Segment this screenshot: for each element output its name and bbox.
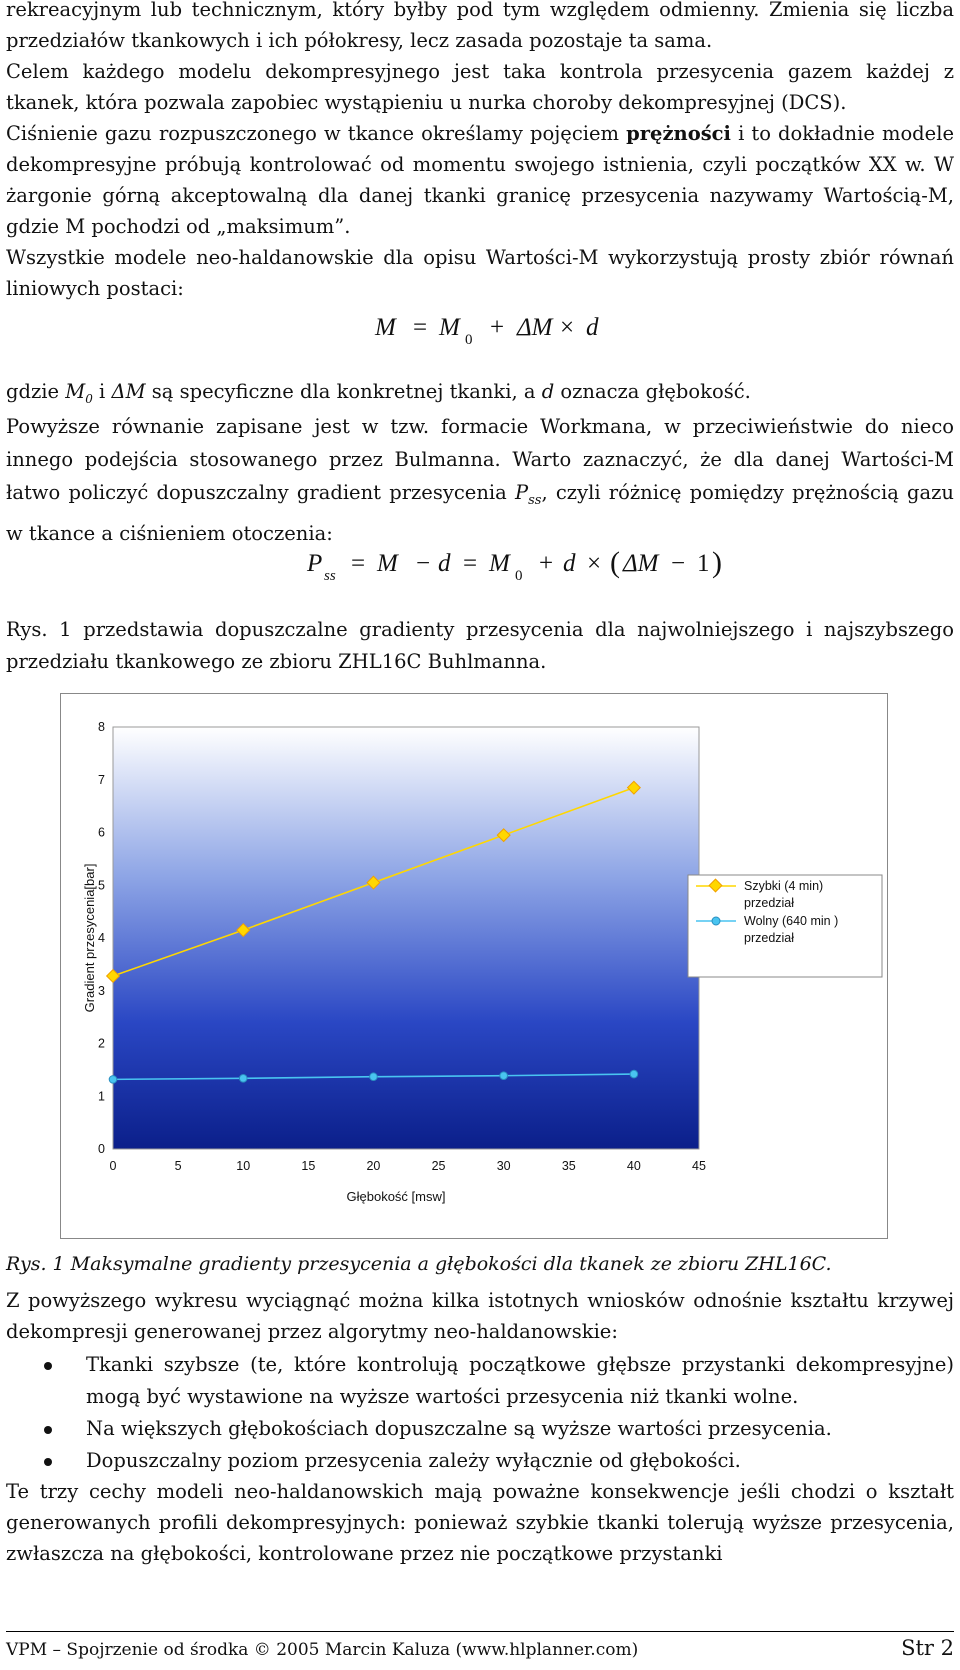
eq2-m: M bbox=[377, 550, 398, 577]
y-tick-label: 5 bbox=[98, 878, 105, 893]
eq2-m0: M bbox=[489, 550, 510, 577]
paragraph-dcs: Celem każdego modelu dekompresyjnego jest taka kontrola przesycenia gazem każdej z tkanek, która pozwala zapobiec wystąpieniu u nurka choroby dekompresyjnej (DCS). bbox=[6, 60, 954, 114]
where-a: gdzie bbox=[6, 380, 60, 403]
y-tick-label: 4 bbox=[98, 931, 105, 945]
plot-area bbox=[113, 727, 699, 1149]
x-tick-label: 25 bbox=[431, 1159, 446, 1173]
chart-legend bbox=[688, 875, 882, 977]
chart-container bbox=[60, 693, 888, 1239]
where-b: i bbox=[99, 380, 106, 403]
eq1-times: × bbox=[560, 314, 575, 341]
data-point bbox=[500, 1072, 508, 1080]
y-tick-label: 7 bbox=[98, 772, 105, 787]
y-tick-label: 8 bbox=[98, 720, 105, 734]
list-item-text: Na większych głębokościach dopuszczalne są wyższe wartości przesycenia. bbox=[86, 1417, 832, 1440]
eq1-plus: + bbox=[490, 314, 505, 341]
eq2-ss: ss bbox=[324, 568, 336, 584]
where-c: są specyficzne dla konkretnej tkanki, a bbox=[151, 380, 536, 403]
where-e: oznacza głębokość. bbox=[560, 380, 751, 403]
list-item bbox=[6, 1413, 954, 1445]
paragraph-workman bbox=[6, 410, 954, 550]
x-axis-title: Głębokość [msw] bbox=[346, 1189, 446, 1204]
eq2-one: 1 bbox=[697, 550, 710, 577]
legend-marker-slow bbox=[712, 917, 720, 925]
eq1-d: d bbox=[586, 314, 599, 341]
bullet-dot bbox=[44, 1458, 52, 1466]
legend-fast-line1: Szybki (4 min) bbox=[744, 879, 824, 893]
x-tick-label: 0 bbox=[109, 1159, 117, 1173]
data-point bbox=[239, 1075, 247, 1083]
eq1-delta-m: ΔM bbox=[517, 314, 553, 341]
eq2-m0-sub: 0 bbox=[515, 568, 523, 584]
eq2-equals-2: = bbox=[463, 550, 478, 577]
workman-a: Powyższe równanie zapisane jest w tzw. formacie Workmana, w przeciwieństwie do nieco innego podejścia stosowanego przez Bulmanna. Warto zaznaczyć, że dla danej Wartości-M łatwo policzyć dopuszczalny gradient przesycenia bbox=[6, 415, 954, 504]
paragraph-conclusions: Z powyższego wykresu wyciągnąć można kilka istotnych wniosków odnośnie kształtu krzywej dekompresji generowanej przez algorytmy neo-haldanowskie: bbox=[6, 1289, 954, 1343]
eq1-equals: = bbox=[413, 314, 428, 341]
where-d: d bbox=[541, 380, 555, 403]
x-tick-label: 40 bbox=[626, 1159, 641, 1173]
x-tick-label: 45 bbox=[692, 1159, 706, 1173]
bullet-dot bbox=[44, 1426, 52, 1434]
y-axis-title: Gradient przesycenia[bar] bbox=[82, 863, 97, 1013]
y-tick-label: 1 bbox=[98, 1089, 105, 1104]
footer-left: VPM – Spojrzenie od środka © 2005 Marcin Kaluza (www.hlplanner.com) bbox=[6, 1640, 639, 1660]
list-item-text: Dopuszczalny poziom przesycenia zależy wyłącznie od głębokości. bbox=[86, 1449, 741, 1472]
data-point bbox=[630, 1070, 638, 1078]
x-tick-label: 30 bbox=[496, 1159, 511, 1173]
y-tick-label: 2 bbox=[98, 1036, 105, 1051]
x-tick-label: 10 bbox=[236, 1159, 251, 1173]
x-tick-label: 15 bbox=[301, 1159, 316, 1173]
page-number: Str 2 bbox=[901, 1636, 954, 1660]
legend-fast-line2: przedział bbox=[744, 896, 795, 910]
x-tick-label: 35 bbox=[561, 1159, 576, 1173]
eq2-d2: d bbox=[563, 550, 576, 577]
equation-gradient bbox=[6, 546, 954, 612]
conclusions-list bbox=[6, 1349, 954, 1477]
paragraph-figure-intro: Rys. 1 przedstawia dopuszczalne gradienty przesycenia dla najwolniejszego i najszybszego przedziału tkankowego ze zbioru ZHL16C Buhlmanna. bbox=[6, 618, 954, 673]
paragraph-consequences: Te trzy cechy modeli neo-haldanowskich mają poważne konsekwencje jeśli chodzi o kształt generowanych profili dekompresyjnych: ponieważ szybkie tkanki tolerują wyższe przesycenia, zwłaszcza na głębokości, kontrolowane przez nie początkowe przystanki bbox=[6, 1480, 954, 1565]
paragraph-tension bbox=[6, 118, 954, 242]
y-tick-label: 6 bbox=[98, 825, 105, 840]
list-item-text: Tkanki szybsze (te, które kontrolują początkowe głębsze przystanki dekompresyjne) mogą być wystawione na wyższe wartości przesycenia niż tkanki wolne. bbox=[86, 1353, 954, 1408]
eq2-equals: = bbox=[351, 550, 366, 577]
equation-m-value bbox=[6, 314, 954, 376]
eq2-rparen: ) bbox=[712, 546, 722, 579]
bullet-dot bbox=[44, 1362, 52, 1370]
intro-continuation: rekreacyjnym lub technicznym, który byłby pod tym względem odmienny. Zmienia się liczba przedziałów tkankowych i ich półokresy, lecz zasada pozostaje ta sama. bbox=[6, 0, 954, 52]
eq2-minus-2: − bbox=[671, 550, 686, 577]
eq2-p: P bbox=[307, 550, 323, 577]
eq2-plus: + bbox=[539, 550, 554, 577]
eq1-m0-sub: 0 bbox=[465, 332, 473, 348]
where-m0: $M_0$ bbox=[65, 380, 93, 406]
legend-slow-line1: Wolny (640 min ) bbox=[744, 914, 839, 928]
workman-pss: $P_{ss}$ bbox=[514, 481, 542, 508]
paragraph-linear-equations: Wszystkie modele neo-haldanowskie dla opisu Wartości-M wykorzystują prosty zbiór równań liniowych postaci: bbox=[6, 246, 954, 300]
where-delta-m: ΔM bbox=[111, 380, 146, 403]
data-point bbox=[109, 1076, 117, 1084]
legend-slow-line2: przedział bbox=[744, 931, 795, 945]
eq2-d: d bbox=[438, 550, 451, 577]
paragraph-tension-a: Ciśnienie gazu rozpuszczonego w tkance określamy pojęciem bbox=[6, 122, 620, 145]
list-item bbox=[6, 1445, 954, 1477]
eq1-m0: M bbox=[439, 314, 460, 341]
term-tension: prężności bbox=[626, 122, 731, 145]
eq1-m: M bbox=[375, 314, 396, 341]
eq2-lparen: ( bbox=[610, 546, 620, 579]
list-item bbox=[6, 1349, 954, 1413]
workman-b: , czyli różnicę pomiędzy prężnością gazu w tkance a ciśnieniem otoczenia: bbox=[6, 481, 954, 545]
eq2-times: × bbox=[587, 550, 602, 577]
y-tick-label: 3 bbox=[98, 983, 105, 998]
y-tick-label: 0 bbox=[98, 1142, 105, 1156]
figure-caption: Rys. 1 Maksymalne gradienty przesycenia a głębokości dla tkanek ze zbioru ZHL16C. bbox=[6, 1253, 832, 1275]
gradient-chart bbox=[60, 693, 888, 1239]
page-footer bbox=[6, 1631, 954, 1662]
x-tick-label: 5 bbox=[174, 1159, 182, 1173]
eq2-minus: − bbox=[416, 550, 431, 577]
eq2-delta-m: ΔM bbox=[623, 550, 659, 577]
x-tick-label: 20 bbox=[366, 1159, 381, 1173]
data-point bbox=[370, 1073, 378, 1081]
paragraph-tension-b: i to dokładnie modele dekompresyjne próbują kontrolować od momentu swojego istnienia, czyli początków XX w. W żargonie górną akceptowalną dla danej tkanki granicę przesycenia nazywamy Wartością-M, gdzie M pochodzi od „maksimum”. bbox=[6, 122, 954, 238]
